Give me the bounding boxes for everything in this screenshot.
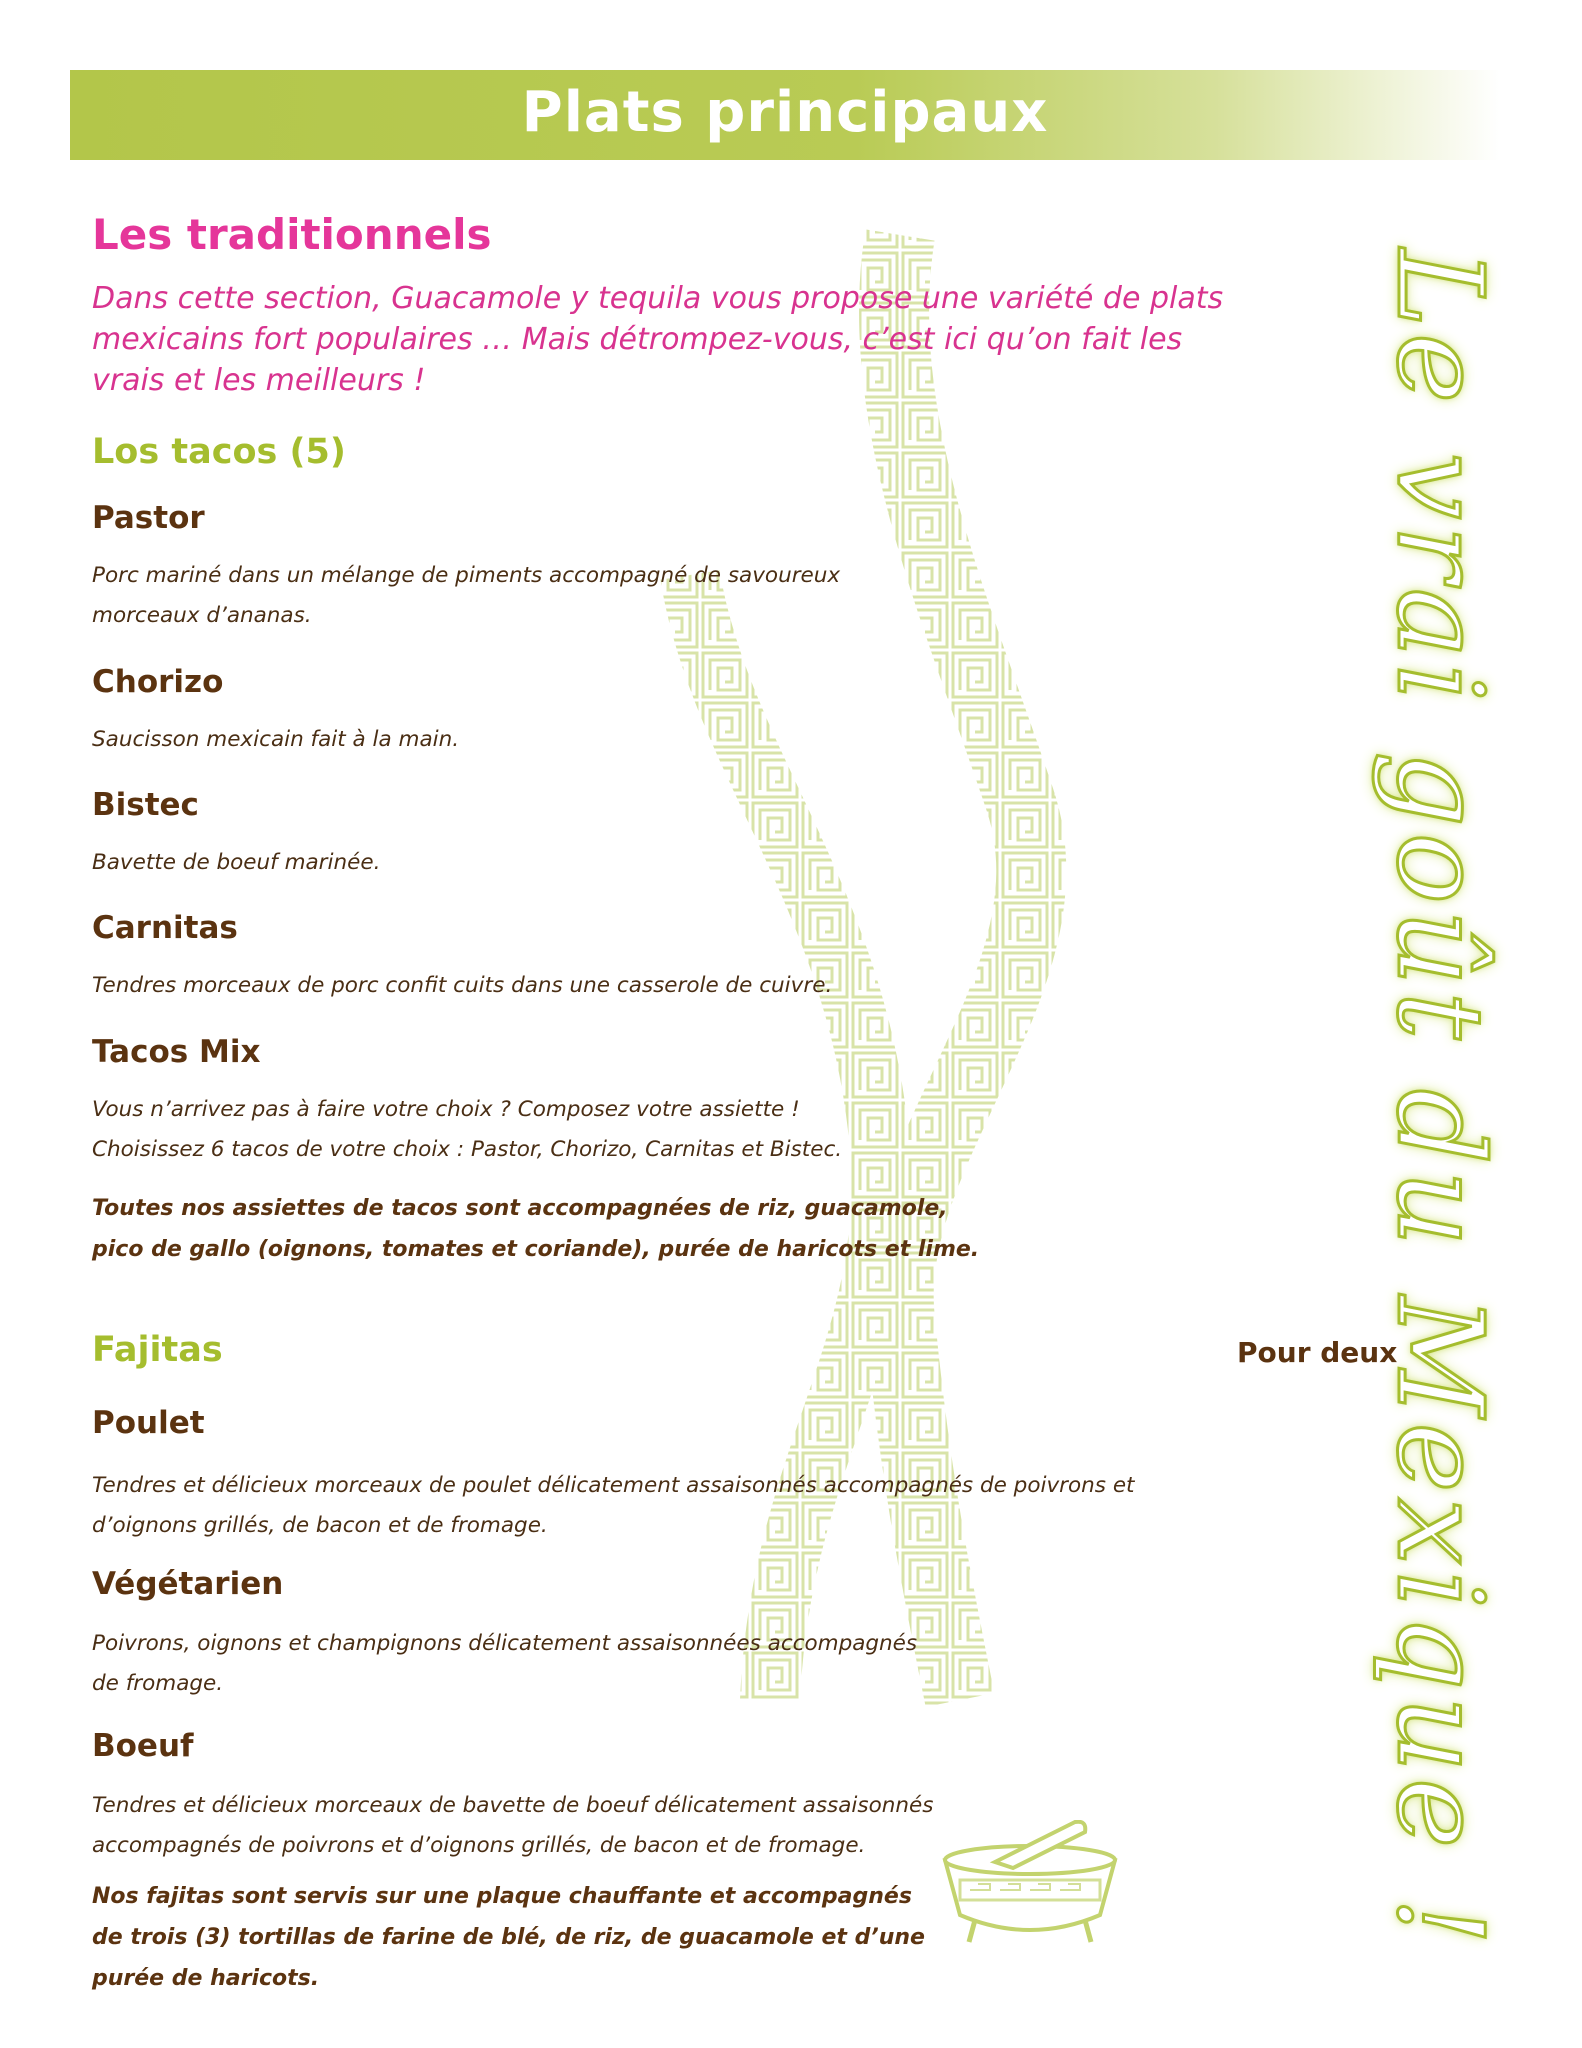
description-line: Vous n’arrivez pas à faire votre choix ? Composez votre assiette !	[92, 1097, 800, 1122]
menu-item-description	[92, 720, 459, 760]
menu-item-description	[92, 1786, 933, 1866]
menu-item-name: Végétarien	[92, 1566, 284, 1602]
menu-item-name: Poulet	[92, 1405, 205, 1441]
menu-item-description	[92, 1624, 917, 1704]
group-title-tacos: Los tacos (5)	[92, 432, 346, 472]
note-line: Nos fajitas sont servis sur une plaque chauffante et accompagnés	[92, 1884, 912, 1909]
description-line: Tendres et délicieux morceaux de bavette de boeuf délicatement assaisonnés	[92, 1793, 934, 1818]
note-line: de trois (3) tortillas de farine de blé, de riz, de guacamole et d’une	[92, 1925, 925, 1950]
group-title-fajitas: Fajitas	[92, 1330, 223, 1370]
description-line: Choisissez 6 tacos de votre choix : Pastor, Chorizo, Carnitas et Bistec.	[92, 1137, 843, 1162]
description-line: Tendres et délicieux morceaux de poulet délicatement assaisonnés accompagnés de poivrons et	[92, 1473, 1135, 1498]
description-line: Tendres morceaux de porc confit cuits dans une casserole de cuivre.	[92, 973, 833, 998]
menu-item-name: Pastor	[92, 500, 205, 536]
description-line: accompagnés de poivrons et d’oignons grillés, de bacon et de fromage.	[92, 1833, 866, 1858]
description-line: Bavette de boeuf marinée.	[92, 850, 381, 875]
menu-item-name: Bistec	[92, 787, 199, 823]
menu-item-name: Tacos Mix	[92, 1034, 261, 1070]
intro-line: Dans cette section, Guacamole y tequila vous propose une variété de plats	[92, 281, 1224, 316]
menu-item-description	[92, 556, 840, 636]
mortar-and-pestle-icon	[935, 1820, 1125, 1950]
note-line: purée de haricots.	[92, 1966, 320, 1991]
description-line: d’oignons grillés, de bacon et de fromage.	[92, 1513, 548, 1538]
intro-line: vrais et les meilleurs !	[92, 363, 426, 398]
menu-item-description	[92, 1090, 842, 1170]
description-line: de fromage.	[92, 1671, 224, 1696]
menu-item-name: Carnitas	[92, 910, 238, 946]
fajitas-note	[92, 1876, 925, 1999]
menu-item-description	[92, 966, 832, 1006]
section-intro	[92, 278, 1252, 401]
note-line: Toutes nos assiettes de tacos sont accompagnées de riz, guacamole,	[92, 1196, 948, 1221]
description-line: morceaux d’ananas.	[92, 603, 312, 628]
description-line: Saucisson mexicain fait à la main.	[92, 727, 460, 752]
description-line: Poivrons, oignons et champignons délicatement assaisonnées accompagnés	[92, 1631, 918, 1656]
menu-item-name: Chorizo	[92, 664, 224, 700]
menu-item-name: Boeuf	[92, 1728, 194, 1764]
header-banner	[70, 70, 1500, 160]
menu-item-description	[92, 1466, 1134, 1546]
intro-line: mexicains fort populaires … Mais détrompez-vous, c’est ici qu’on fait les	[92, 322, 1183, 357]
menu-item-description	[92, 843, 380, 883]
tacos-note	[92, 1188, 979, 1270]
slogan-vertical: Le vrai goût du Mexique !	[1371, 248, 1509, 1952]
serving-label: Pour deux	[1237, 1336, 1398, 1369]
description-line: Porc mariné dans un mélange de piments accompagné de savoureux	[92, 563, 841, 588]
section-title: Les traditionnels	[92, 210, 492, 259]
note-line: pico de gallo (oignons, tomates et coriande), purée de haricots et lime.	[92, 1237, 980, 1262]
page-title: Plats principaux	[521, 80, 1049, 145]
